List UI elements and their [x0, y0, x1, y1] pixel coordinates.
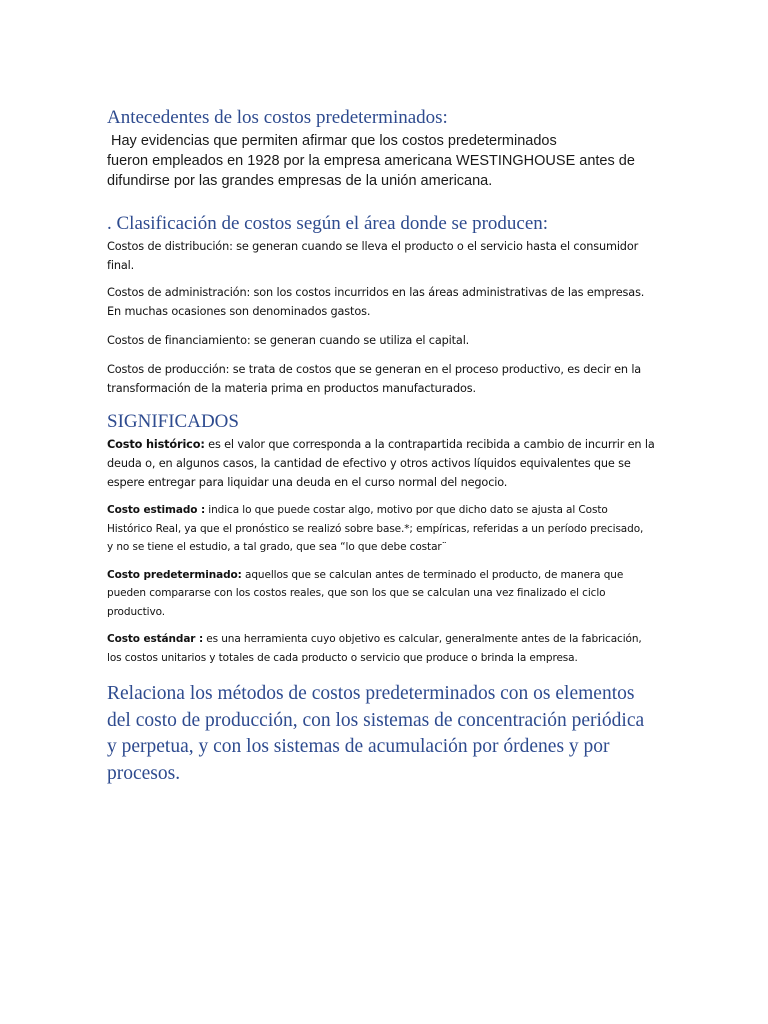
paragraph-line: productivo. — [107, 605, 165, 618]
term-label: Costo estimado : — [107, 504, 206, 516]
costos-distribucion-paragraph — [107, 237, 669, 275]
question-line: procesos. — [107, 762, 181, 784]
paragraph-line: pueden compararse con los costos reales, que son los que se calculan una vez finalizado el ciclo — [107, 587, 606, 599]
costo-estimado-paragraph — [107, 501, 669, 557]
antecedentes-heading: Antecedentes de los costos predeterminados: — [107, 107, 448, 128]
antecedentes-line: difundirse por las grandes empresas de la unión americana. — [107, 173, 493, 189]
antecedentes-paragraph — [107, 131, 669, 191]
costos-produccion-paragraph — [107, 360, 669, 398]
costos-administracion-paragraph — [107, 283, 669, 321]
question-line: del costo de producción, con los sistemas de concentración periódica — [107, 709, 645, 731]
term-label: Costo estándar : — [107, 633, 204, 645]
paragraph-line: En muchas ocasiones son denominados gastos. — [107, 305, 371, 318]
paragraph-line: deuda o, en algunos casos, la cantidad de efectivo y otros activos líquidos equivalentes que se — [107, 457, 631, 470]
antecedentes-line: fueron empleados en 1928 por la empresa americana WESTINGHOUSE antes de — [107, 153, 635, 169]
paragraph-line: espere entregar para liquidar una deuda en el curso normal del negocio. — [107, 476, 508, 489]
significados-heading: SIGNIFICADOS — [107, 411, 239, 432]
definition-text: es una herramienta cuyo objetivo es calcular, generalmente antes de la fabricación, — [203, 633, 642, 645]
paragraph-line: transformación de la materia prima en productos manufacturados. — [107, 382, 476, 395]
paragraph-line: Costos de producción: se trata de costos que se generan en el proceso productivo, es decir en la — [107, 363, 642, 376]
costo-predeterminado-paragraph — [107, 566, 669, 622]
paragraph-line — [107, 566, 669, 585]
term-label: Costo histórico: — [107, 438, 205, 451]
paragraph-line — [107, 435, 669, 454]
definition-text: indica lo que puede costar algo, motivo por que dicho dato se ajusta al Costo — [205, 504, 608, 516]
clasificacion-heading: . Clasificación de costos según el área donde se producen: — [107, 213, 549, 234]
term-label: Costo predeterminado: — [107, 568, 242, 581]
paragraph-line: final. — [107, 259, 135, 272]
paragraph-line: Costos de distribución: se generan cuando se lleva el producto o el servicio hasta el consumidor — [107, 240, 639, 253]
definition-text: aquellos que se calculan antes de terminado el producto, de manera que — [241, 568, 624, 581]
costo-historico-paragraph — [107, 435, 669, 492]
paragraph-line — [107, 630, 669, 649]
costo-estandar-paragraph — [107, 630, 669, 667]
question-line: Relaciona los métodos de costos predeterminados con os elementos — [107, 683, 635, 704]
paragraph-line: y no se tiene el estudio, a tal grado, que sea “lo que debe costar¨ — [107, 541, 447, 553]
document-body — [107, 106, 669, 787]
antecedentes-line: Hay evidencias que permiten afirmar que los costos predeterminados — [111, 133, 557, 149]
paragraph-line: Histórico Real, ya que el pronóstico se realizó sobre base.*; empíricas, referidas a un período precisado, — [107, 522, 644, 535]
paragraph-line: Costos de financiamiento: se generan cuando se utiliza el capital. — [107, 334, 470, 347]
paragraph-line — [107, 501, 669, 520]
paragraph-line: Costos de administración: son los costos incurridos en las áreas administrativas de las empresas. — [107, 286, 645, 299]
costos-financiamiento-paragraph — [107, 331, 669, 350]
definition-text: es el valor que corresponda a la contrapartida recibida a cambio de incurrir en la — [204, 438, 655, 451]
question-line: y perpetua, y con los sistemas de acumulación por órdenes y por — [107, 736, 610, 757]
paragraph-line: los costos unitarios y totales de cada producto o servicio que produce o brinda la empresa. — [107, 651, 578, 664]
relaciona-question — [107, 681, 669, 787]
